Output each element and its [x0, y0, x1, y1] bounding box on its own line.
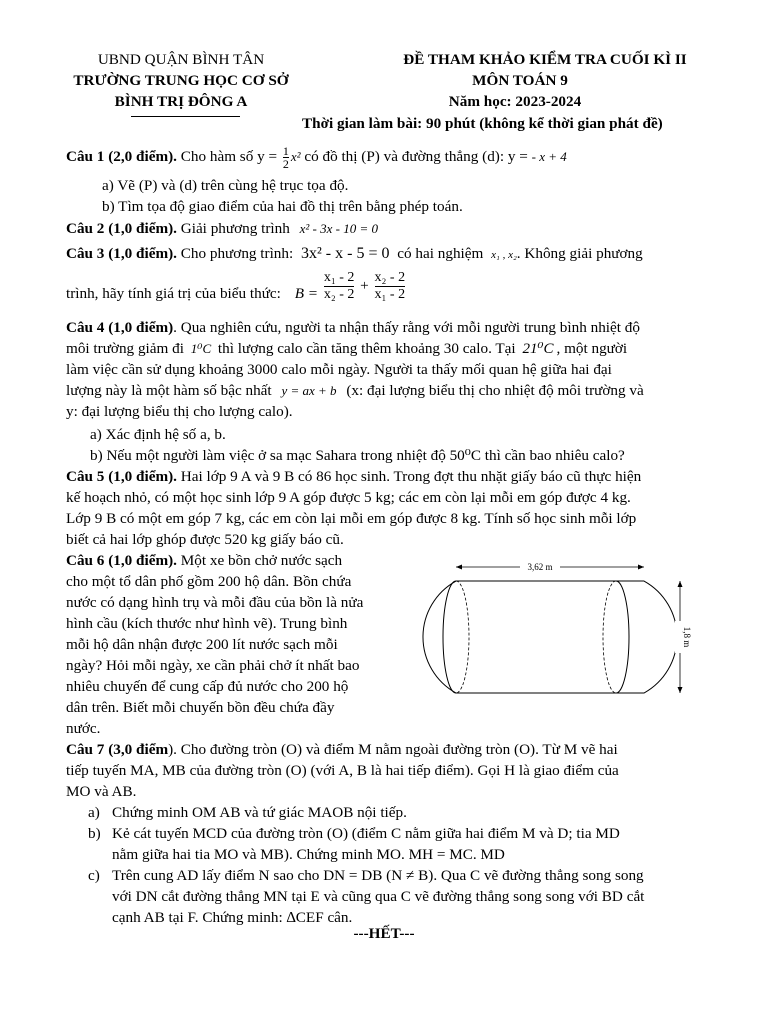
q3-plus: + [360, 276, 369, 294]
q4-label: Câu 4 (1,0 điểm) [66, 319, 174, 336]
school-name-line2: BÌNH TRỊ ĐÔNG A [114, 93, 248, 110]
q2-expr: x² - 3x - 10 = 0 [299, 221, 378, 236]
q5-line3: Lớp 9 B có một em góp 7 kg, các em còn lại mỗi em góp được 8 kg. Tính số học sinh mỗi lớp [66, 510, 637, 527]
q3-fraction-1: $\frac{\text{x₁ - 2}}{\text{x₂ - 2}}$ [323, 270, 355, 302]
q3-text-a: Cho phương trình: [180, 245, 294, 262]
q4-l1: . Qua nghiên cứu, người ta nhận thấy rằng với mỗi người trung bình nhiệt độ [173, 319, 640, 336]
q4-linear-expr: y = ax + b [281, 383, 337, 398]
question-7-line1: Câu 7 (3,0 điểm). Cho đường tròn (O) và điểm M nằm ngoài đường tròn (O). Từ M vẽ hai [66, 741, 618, 758]
q4-line4: lượng này là một hàm số bậc nhất y = ax + b (x: đại lượng biểu thị cho nhiệt độ môi trường và [66, 382, 644, 399]
q1-fraction: $\frac{1}{2}$ [282, 144, 289, 171]
q7-part-b-line2: nằm giữa hai tia MO và MB). Chứng minh MO. MH = MC. MD [112, 846, 505, 863]
right-ellipse-back [603, 581, 616, 693]
end-marker: ---HẾT--- [353, 925, 415, 942]
q5-line2: kế hoạch nhỏ, có một học sinh lớp 9 A góp được 5 kg; các em còn lại mỗi em góp được 4 kg. [66, 489, 631, 506]
q3-text-b: có hai nghiệm [397, 245, 484, 262]
school-year: Năm học: 2023-2024 [448, 93, 582, 110]
q7-mark-c: c) [88, 867, 100, 884]
question-1 [66, 145, 706, 170]
q6-line9: nước. [66, 720, 101, 737]
length-label: 3,62 m [527, 562, 553, 572]
q1-text-a: Cho hàm số y = [180, 147, 278, 165]
q3-text-c: . Không giải phương [516, 245, 643, 262]
q1-label: Câu 1 (2,0 điểm). [66, 147, 177, 165]
q4-temp2: 21⁰C [522, 341, 554, 357]
q7-part-a: Chứng minh OM AB và tứ giác MAOB nội tiếp. [112, 804, 407, 821]
q3-line2 [66, 270, 706, 310]
length-arrow-right [638, 565, 644, 570]
q7-part-c-line2: với DN cắt đường thẳng MN tại E và cũng qua C vẽ đường thẳng song song với BD cắt [112, 888, 645, 905]
question-3 [66, 243, 706, 266]
q7-line2: tiếp tuyến MA, MB của đường tròn (O) (với A, B là hai tiếp điểm). Gọi H là giao điểm của [66, 762, 619, 779]
q3-fraction-2: $\frac{\text{x₂ - 2}}{\text{x₁ - 2}}$ [374, 270, 406, 302]
q6-line2: cho một tổ dân phố gồm 200 hộ dân. Bồn chứa [66, 573, 352, 590]
q3-line2-text: trình, hãy tính giá trị của biểu thức: [66, 284, 281, 302]
q4-part-a: a) Xác định hệ số a, b. [90, 426, 226, 443]
q7-label: Câu 7 (3,0 điểm [66, 741, 169, 758]
water-tank-figure [398, 555, 704, 705]
height-arrow-bottom [678, 687, 683, 693]
q6-label: Câu 6 (1,0 điểm). [66, 552, 177, 569]
q5-label: Câu 5 (1,0 điểm). [66, 468, 177, 485]
height-arrow-top [678, 581, 683, 587]
district-name: UBND QUẬN BÌNH TÂN [97, 51, 265, 68]
q3-roots: x₁ , x₂ [491, 249, 517, 261]
q1-part-b: b) Tìm tọa độ giao điểm của hai đồ thị trên bằng phép toán. [102, 198, 463, 215]
q6-line5: mỗi hộ dân nhận được 200 lít nước sạch mỗi [66, 636, 338, 653]
q7-part-c-line3: cạnh AB tại F. Chứng minh: ∆CEF cân. [112, 909, 353, 926]
left-ellipse-front [443, 581, 456, 693]
q6-line6: ngày? Hỏi mỗi ngày, xe cần phải chở ít nhất bao [66, 657, 360, 674]
q4-part-b: b) Nếu một người làm việc ở sa mạc Sahara trong nhiệt độ 50⁰C thì cần bao nhiêu calo? [90, 447, 625, 464]
q3-b-label: B = [294, 284, 319, 302]
school-name-line1: TRƯỜNG TRUNG HỌC CƠ SỞ [73, 72, 289, 89]
question-6-line1: Câu 6 (1,0 điểm). Một xe bồn chở nước sạch [66, 552, 343, 569]
q7-line3: MO và AB. [66, 783, 137, 800]
q1-part-a: a) Vẽ (P) và (d) trên cùng hệ trục tọa độ. [102, 177, 349, 194]
tank-outline [423, 581, 677, 693]
q7-mark-b: b) [88, 825, 101, 842]
q6-line3: nước có dạng hình trụ và mỗi đầu của bồn là nửa [66, 594, 364, 611]
q6-line7: nhiêu chuyến để cung cấp đủ nước cho 200 hộ [66, 678, 349, 695]
length-arrow-left [456, 565, 462, 570]
q4-temp1: 1⁰C [190, 341, 212, 356]
q7-part-c-line1: Trên cung AD lấy điểm N sao cho DN = DB (N ≠ B). Qua C vẽ đường thẳng song song [112, 867, 644, 884]
q3-label: Câu 3 (1,0 điểm). [66, 245, 177, 262]
question-5-line1: Câu 5 (1,0 điểm). Hai lớp 9 A và 9 B có 86 học sinh. Trong đợt thu nhặt giấy báo cũ thực hiện [66, 468, 642, 485]
exam-duration: Thời gian làm bài: 90 phút (không kể thời gian phát đề) [302, 115, 663, 132]
q3-expr: 3x² - x - 5 = 0 [301, 245, 390, 262]
q2-label: Câu 2 (1,0 điểm). [66, 220, 177, 237]
question-4-line1 [66, 317, 706, 338]
subject: MÔN TOÁN 9 [472, 72, 568, 89]
q4-line3: làm việc cần sử dụng khoảng 3000 calo mỗi ngày. Người ta thấy mối quan hệ giữa hai đại [66, 361, 612, 378]
school-underline [131, 116, 240, 117]
exam-title: ĐỀ THAM KHẢO KIỂM TRA CUỐI KÌ II [403, 51, 687, 68]
q1-expr2: - x + 4 [531, 148, 567, 164]
q1-expr: x² [290, 148, 301, 164]
q2-text: Giải phương trình [180, 220, 290, 237]
q6-line4: hình cầu (kích thước như hình vẽ). Trung bình [66, 615, 348, 632]
question-2 [66, 218, 706, 239]
q7-part-b-line1: Kẻ cát tuyến MCD của đường tròn (O) (điểm C nằm giữa hai điểm M và D; tia MD [112, 825, 620, 842]
height-label: 1,8 m [682, 626, 692, 648]
q6-line8: dân trên. Biết mỗi chuyến bồn đều chứa đầy [66, 699, 335, 716]
right-ellipse-front [616, 581, 629, 693]
q1-text-b: có đồ thị (P) và đường thẳng (d): y = [304, 147, 528, 165]
q4-line2: môi trường giảm đi 1⁰C thì lượng calo cần tăng thêm khoảng 30 calo. Tại 21⁰C , một người [66, 340, 628, 357]
q5-line4: biết cả hai lớp ghóp được 520 kg giấy báo cũ. [66, 531, 344, 548]
left-ellipse-back [456, 581, 469, 693]
q4-line5: y: đại lượng biểu thị cho lượng calo). [66, 403, 293, 420]
q7-mark-a: a) [88, 804, 100, 821]
